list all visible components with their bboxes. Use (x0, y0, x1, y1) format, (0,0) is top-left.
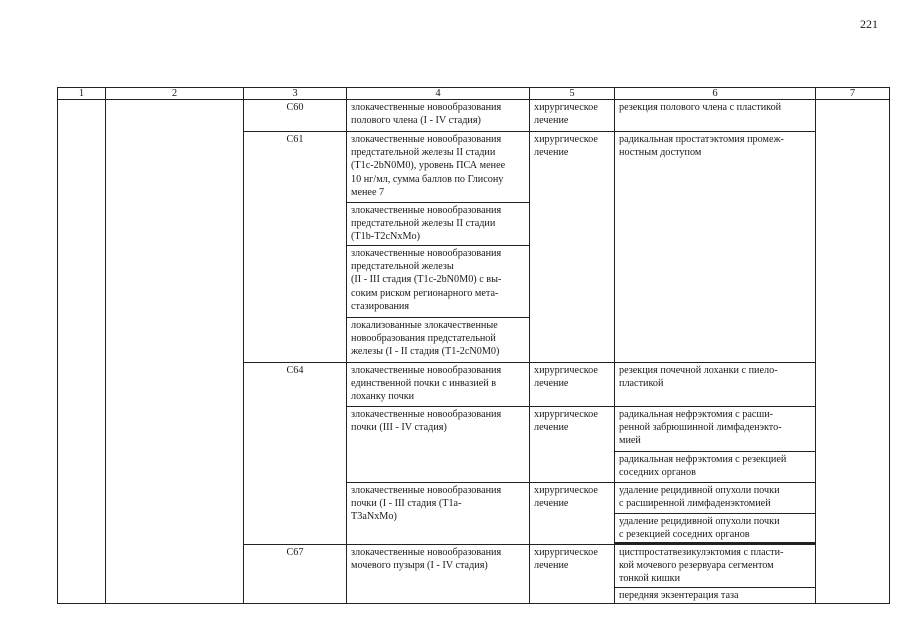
text-line: хирургическое (534, 102, 598, 113)
icd-code: C67 (286, 547, 304, 558)
text-line: хирургическое (534, 365, 598, 376)
text-line: T3aNxMo) (351, 511, 397, 523)
text-line: ренной забрюшинной лимфаденэкто- (619, 422, 782, 434)
method-cell (615, 452, 816, 483)
text-line: злокачественные новообразования (351, 547, 502, 558)
text-line: полового члена (I - IV стадия) (351, 115, 481, 127)
diagnosis-cell (347, 132, 530, 203)
header-cell: 5 (530, 88, 615, 100)
text-line: (II - III стадия (T1c-2bN0M0) с вы- (351, 274, 502, 286)
diagnosis-cell (347, 246, 530, 318)
treatment-cell (530, 483, 615, 545)
text-line: железы (I - II стадия (T1-2cN0M0) (351, 346, 500, 358)
diagnosis-cell (347, 407, 530, 483)
diagnosis-cell (347, 483, 530, 545)
method-cell (615, 407, 816, 452)
text-line: мочевого пузыря (I - IV стадия) (351, 560, 488, 572)
text-line: менее 7 (351, 186, 385, 198)
text-line: предстательной железы II стадии (351, 147, 496, 159)
text-line: пластикой (619, 378, 664, 390)
text-line: передняя экзентерация таза (619, 590, 739, 601)
column-1-cell (58, 100, 106, 604)
diagnosis-cell (347, 545, 530, 604)
header-row (58, 88, 890, 100)
header-cell: 6 (615, 88, 816, 100)
text-line: стазирования (351, 300, 410, 312)
treatment-table (57, 87, 890, 604)
text-line: лоханку почки (351, 391, 415, 403)
text-line: цистпростатвезикулэктомия с пласти- (619, 547, 784, 558)
icd-code-cell (244, 545, 347, 604)
icd-code: C61 (286, 134, 304, 145)
text-line: (T1c-2bN0M0), уровень ПСА менее (351, 160, 506, 172)
method-cell (615, 545, 816, 588)
text-line: лечение (534, 147, 569, 159)
text-line: соседних органов (619, 467, 696, 479)
text-line: тонкой кишки (619, 573, 681, 585)
method-cell (615, 588, 816, 604)
text-line: ностным доступом (619, 147, 702, 159)
header-cell: 1 (58, 88, 106, 100)
diagnosis-cell (347, 203, 530, 246)
diagnosis-cell (347, 363, 530, 407)
icd-code-cell (244, 100, 347, 132)
text-line: лечение (534, 378, 569, 390)
text-line: лечение (534, 115, 569, 127)
text-line: лечение (534, 560, 569, 572)
icd-code-cell (244, 132, 347, 363)
method-cell (615, 483, 816, 514)
method-cell (615, 514, 816, 543)
icd-code: C60 (286, 102, 304, 113)
text-line: с расширенной лимфаденэктомией (619, 498, 771, 510)
treatment-cell (530, 545, 615, 604)
text-line: хирургическое (534, 547, 598, 558)
diagnosis-cell (347, 100, 530, 132)
text-line: злокачественные новообразования (351, 134, 502, 145)
text-line: единственной почки с инвазией в (351, 378, 497, 390)
text-line: новообразования предстательной (351, 333, 496, 345)
text-line: почки (III - IV стадия) (351, 422, 447, 434)
page-number: 221 (860, 17, 878, 31)
text-line: мией (619, 435, 641, 447)
method-cell (615, 132, 816, 363)
text-line: почки (I - III стадия (T1a- (351, 498, 462, 510)
header-cell: 2 (106, 88, 244, 100)
text-line: злокачественные новообразования (351, 365, 502, 376)
text-line: радикальная нефрэктомия с расши- (619, 409, 774, 420)
header-cell: 4 (347, 88, 530, 100)
text-line: предстательной железы II стадии (351, 218, 496, 230)
text-line: (T1b-T2cNxMo) (351, 231, 421, 243)
text-line: лечение (534, 422, 569, 434)
text-line: удаление рецидивной опухоли почки (619, 485, 780, 496)
text-line: хирургическое (534, 409, 598, 420)
treatment-cell (530, 132, 615, 363)
icd-code: C64 (286, 365, 304, 376)
text-line: хирургическое (534, 485, 598, 496)
text-line: удаление рецидивной опухоли почки (619, 516, 780, 527)
text-line: радикальная нефрэктомия с резекцией (619, 454, 787, 465)
diagnosis-cell (347, 318, 530, 363)
column-7-cell (816, 100, 890, 604)
text-line: с резекцией соседних органов (619, 529, 750, 541)
text-line: 10 нг/мл, сумма баллов по Глисону (351, 173, 504, 185)
treatment-cell (530, 100, 615, 132)
text-line: радикальная простатэктомия промеж- (619, 134, 784, 145)
text-line: предстательной железы (351, 261, 454, 273)
text-line: соким риском регионарного мета- (351, 287, 499, 299)
text-line: злокачественные новообразования (351, 248, 502, 259)
text-line: кой мочевого резервуара сегментом (619, 560, 774, 572)
icd-code-cell (244, 363, 347, 545)
table-row (58, 100, 890, 132)
text-line: злокачественные новообразования (351, 409, 502, 420)
text-line: злокачественные новообразования (351, 485, 502, 496)
text-line: резекция почечной лоханки с пиело- (619, 365, 778, 376)
text-line: хирургическое (534, 134, 598, 145)
header-cell: 7 (816, 88, 890, 100)
column-2-cell (106, 100, 244, 604)
text-line: злокачественные новообразования (351, 205, 502, 216)
text-line: локализованные злокачественные (351, 320, 498, 331)
treatment-cell (530, 407, 615, 483)
text-line: злокачественные новообразования (351, 102, 502, 113)
header-cell: 3 (244, 88, 347, 100)
text-line: резекция полового члена с пластикой (619, 102, 782, 113)
treatment-cell (530, 363, 615, 407)
method-cell (615, 363, 816, 407)
text-line: лечение (534, 498, 569, 510)
method-cell (615, 100, 816, 132)
